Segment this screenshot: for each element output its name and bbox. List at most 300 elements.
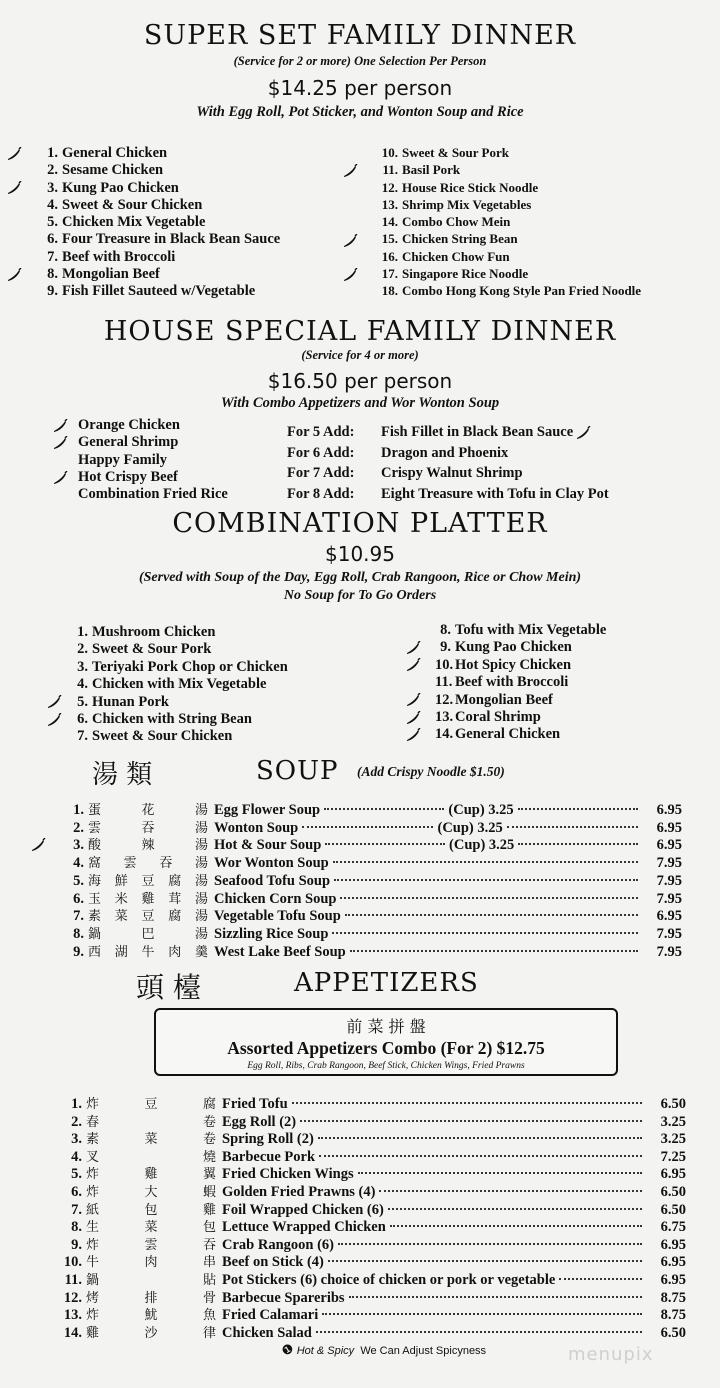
chinese-char: 腐 (202, 1097, 216, 1112)
dot-leader (388, 1208, 642, 1210)
chinese-char: 生 (86, 1220, 100, 1236)
house-special-add (287, 443, 609, 464)
footer-legend (278, 1340, 487, 1359)
item-number: 3. (73, 837, 84, 854)
menu-item (435, 692, 606, 709)
add-label: For 8 Add: (287, 485, 355, 502)
soup-title-cn: 湯 類 (92, 760, 153, 790)
item-name: Egg Flower Soup (214, 802, 321, 818)
menu-item (36, 283, 280, 300)
item-name: Chicken String Bean (402, 231, 518, 247)
item-name: General Chicken (62, 145, 168, 161)
super-set-price: $14.25 per person (267, 76, 453, 100)
item-chinese-name (88, 817, 214, 836)
chinese-char: 菜 (144, 1220, 158, 1236)
item-name: Vegetable Tofu Soup (214, 908, 341, 925)
menu-item (435, 726, 606, 743)
menu-item (435, 674, 606, 691)
chinese-char: 湯 (194, 873, 208, 889)
item-number: 1. (71, 1096, 82, 1112)
chinese-char: 湯 (194, 820, 208, 836)
chinese-char: 酸 (88, 838, 102, 854)
combination-left-list (72, 624, 288, 746)
hot-pepper-icon (342, 265, 358, 282)
item-name: Seafood Tofu Soup (214, 872, 331, 889)
item-number: 15. (381, 231, 398, 247)
item-number: 4. (71, 1148, 82, 1165)
item-name: Beef with Broccoli (455, 674, 569, 691)
chinese-char: 魚 (202, 1308, 216, 1324)
chinese-char: 包 (202, 1220, 216, 1236)
dot-leader (316, 1331, 642, 1333)
chinese-char: 炸 (86, 1097, 100, 1112)
item-number: 8. (73, 925, 84, 942)
item-name: Sweet & Sour Pork (402, 145, 510, 160)
item-name: Wor Wonton Soup (214, 855, 329, 872)
item-number: 6. (71, 1184, 82, 1200)
menu-item (435, 657, 606, 674)
dot-leader (358, 1172, 642, 1174)
item-chinese-name (86, 1199, 222, 1218)
item-name: Pot Stickers (6) choice of chicken or pork or vegetable (222, 1272, 556, 1288)
item-name: Coral Shrimp (455, 709, 541, 726)
item-price: 6.50 (660, 1324, 686, 1341)
item-price: 6.50 (660, 1184, 686, 1200)
chinese-char: 春 (86, 1114, 100, 1130)
house-special-item (78, 486, 228, 503)
menu-item (72, 624, 288, 641)
item-number: 11. (64, 1272, 82, 1288)
item-number: 13. (63, 1307, 82, 1324)
appetizer-row (54, 1146, 686, 1164)
chinese-char: 包 (144, 1202, 158, 1218)
chinese-char: 雲 (144, 1237, 158, 1253)
watermark: menupix (568, 1344, 654, 1365)
item-name: Shrimp Mix Vegetables (402, 196, 532, 212)
item-name: Orange Chicken (78, 417, 180, 433)
hot-pepper-icon (575, 424, 591, 440)
item-name: Combo Hong Kong Style Pan Fried Noodle (402, 283, 642, 299)
dot-leader (322, 1313, 642, 1315)
item-number: 4. (73, 855, 84, 872)
hot-pepper-icon (405, 639, 421, 656)
item-number: 14. (381, 214, 398, 230)
item-number: 4. (47, 196, 58, 213)
dot-leader (334, 879, 638, 881)
chinese-char: 紙 (86, 1202, 100, 1218)
chinese-char: 豆 (141, 873, 155, 889)
soup-row (60, 870, 682, 888)
chinese-char: 素 (86, 1132, 100, 1148)
chinese-char: 骨 (202, 1290, 216, 1306)
item-number: 10. (63, 1254, 82, 1271)
add-name: Dragon and Phoenix (381, 444, 509, 461)
item-chinese-name (88, 834, 214, 853)
item-number: 11. (435, 674, 453, 691)
item-chinese-name (86, 1216, 222, 1235)
item-number: 6. (47, 231, 58, 248)
house-special-add (287, 463, 609, 484)
item-number: 10. (435, 656, 454, 673)
menu-item (72, 728, 288, 745)
cup-price: (Cup) 3.25 (449, 837, 515, 854)
item-name: Four Treasure in Black Bean Sauce (62, 231, 281, 248)
item-number: 12. (63, 1289, 82, 1306)
soup-row (60, 888, 682, 906)
item-name: General Chicken (455, 726, 561, 743)
item-number: 6. (73, 890, 84, 907)
item-number: 3. (77, 658, 88, 675)
menu-item (72, 711, 288, 728)
house-special-item (78, 434, 228, 451)
dot-leader (518, 808, 638, 810)
soup-row (60, 852, 682, 870)
chinese-char: 海 (88, 873, 102, 889)
item-chinese-name (88, 852, 214, 871)
item-number: 7. (73, 908, 84, 925)
appetizer-combo-box (154, 1008, 618, 1076)
item-name: Combo Chow Mein (402, 214, 511, 230)
chinese-char: 巴 (141, 926, 155, 942)
house-special-note: (Service for 4 or more) (301, 348, 419, 362)
item-name: Chicken Mix Vegetable (62, 214, 206, 231)
combination-served: (Served with Soup of the Day, Egg Roll, Crab Rangoon, Rice or Chow Mein) (138, 570, 582, 585)
chinese-char: 湖 (114, 944, 128, 960)
appetizers-title: APPETIZERS (294, 968, 479, 998)
item-number: 8. (440, 622, 451, 638)
dot-leader (302, 826, 433, 828)
appetizer-row (54, 1322, 686, 1340)
hot-pepper-icon (30, 836, 46, 853)
combination-note: No Soup for To Go Orders (283, 588, 437, 603)
add-name: Eight Treasure with Tofu in Clay Pot (381, 485, 609, 502)
menu-item (36, 249, 280, 266)
chinese-char: 蛋 (88, 803, 102, 818)
menu-item (435, 709, 606, 726)
item-price: 8.75 (660, 1289, 686, 1306)
item-name: Mongolian Beef (455, 691, 553, 708)
item-price: 6.95 (660, 1254, 686, 1271)
dot-leader (350, 950, 638, 952)
menu-item (376, 196, 641, 213)
cup-price: (Cup) 3.25 (437, 819, 503, 836)
chinese-char: 玉 (88, 891, 102, 907)
item-number: 4. (77, 676, 88, 693)
item-name: Egg Roll (2) (222, 1113, 297, 1130)
hot-pepper-icon (405, 726, 421, 743)
chinese-char: 雲 (88, 820, 102, 836)
item-name: Sesame Chicken (62, 162, 164, 179)
chinese-char: 湯 (194, 909, 208, 925)
item-name: Hot Crispy Beef (78, 468, 178, 485)
item-number: 9. (71, 1236, 82, 1253)
item-name: Combination Fried Rice (78, 486, 228, 503)
hot-pepper-icon (6, 145, 22, 162)
item-price: 7.95 (656, 872, 682, 889)
item-price: 6.95 (660, 1166, 686, 1183)
hot-pepper-icon (52, 417, 68, 434)
house-special-add (287, 484, 609, 505)
menu-item (376, 144, 641, 161)
chinese-char: 炸 (86, 1167, 100, 1183)
item-number: 1. (73, 802, 84, 818)
item-number: 7. (47, 248, 58, 265)
item-number: 11. (382, 162, 398, 178)
item-chinese-name (86, 1304, 222, 1323)
item-price: 7.95 (656, 925, 682, 942)
item-name: Beef on Stick (4) (222, 1254, 324, 1271)
item-name: Spring Roll (2) (222, 1131, 314, 1148)
dot-leader (300, 1120, 642, 1122)
chinese-char: 窩 (88, 856, 102, 872)
menu-item (72, 676, 288, 693)
chinese-char: 炸 (86, 1308, 100, 1324)
chinese-char: 叉 (86, 1149, 100, 1165)
menu-item (36, 214, 280, 231)
soup-title: SOUP (256, 756, 339, 786)
item-name: Chicken Chow Fun (402, 248, 510, 264)
item-number: 2. (77, 641, 88, 658)
dot-leader (333, 861, 638, 863)
chinese-char: 鍋 (86, 1273, 100, 1288)
soup-row (60, 834, 682, 852)
menu-item (72, 659, 288, 676)
combination-price: $10.95 (325, 542, 395, 566)
chinese-char: 米 (114, 891, 128, 907)
menu-item (435, 622, 606, 639)
menu-item (376, 265, 641, 282)
chinese-char: 雞 (141, 891, 155, 907)
chinese-char: 雞 (144, 1167, 158, 1183)
chinese-char: 辣 (141, 838, 155, 854)
chinese-char: 牛 (86, 1255, 100, 1271)
dot-leader (318, 1137, 642, 1139)
item-price: 6.95 (656, 908, 682, 925)
item-name: Barbecue Pork (222, 1148, 316, 1165)
item-price: 3.25 (660, 1113, 686, 1130)
chinese-char: 蝦 (202, 1185, 216, 1200)
item-name: Hunan Pork (92, 693, 169, 710)
house-special-includes: With Combo Appetizers and Wor Wonton Soup (220, 395, 500, 411)
dot-leader (338, 1243, 642, 1245)
add-label: For 5 Add: (287, 424, 355, 440)
appetizer-row (54, 1163, 686, 1181)
item-chinese-name (86, 1181, 222, 1200)
item-number: 8. (71, 1219, 82, 1236)
item-chinese-name (86, 1251, 222, 1270)
item-number: 13. (435, 709, 454, 726)
dot-leader (325, 843, 445, 845)
hot-pepper-icon (405, 709, 421, 726)
item-name: General Shrimp (78, 434, 179, 451)
item-name: Sweet & Sour Chicken (92, 728, 233, 745)
item-name: Kung Pao Chicken (62, 179, 179, 196)
hot-pepper-icon (52, 434, 68, 451)
hot-pepper-icon (6, 266, 22, 283)
menu-item (36, 162, 280, 179)
item-chinese-name (86, 1093, 222, 1112)
dot-leader (328, 1260, 642, 1262)
dot-leader (518, 843, 638, 845)
item-chinese-name (86, 1128, 222, 1147)
appetizer-row (54, 1111, 686, 1129)
item-chinese-name (88, 923, 214, 942)
menu-item (376, 248, 641, 265)
item-price: 6.95 (660, 1236, 686, 1253)
super-set-left-list (36, 145, 280, 301)
item-name: Beef with Broccoli (62, 248, 176, 265)
chinese-char: 素 (88, 909, 102, 925)
item-price: 6.50 (660, 1096, 686, 1112)
item-chinese-name (88, 941, 214, 960)
menu-item (376, 282, 641, 299)
hot-pepper-icon (46, 711, 62, 728)
chinese-char: 烤 (86, 1290, 100, 1306)
menu-item (376, 161, 641, 178)
item-chinese-name (88, 870, 214, 889)
house-special-adds-list (287, 422, 609, 504)
item-name: Barbecue Spareribs (222, 1289, 345, 1306)
chinese-char: 炸 (86, 1185, 100, 1200)
item-chinese-name (86, 1146, 222, 1165)
chinese-char: 湯 (194, 803, 208, 818)
item-number: 2. (71, 1113, 82, 1130)
appetizer-combo-note: Egg Roll, Ribs, Crab Rangoon, Beef Stick, Chicken Wings, Fried Prawns (247, 1061, 525, 1071)
hot-spicy-label: Hot & Spicy (296, 1345, 355, 1357)
chinese-char: 炸 (86, 1237, 100, 1253)
chinese-char: 豆 (141, 909, 155, 925)
dot-leader (324, 808, 444, 810)
chinese-char: 羹 (194, 944, 208, 960)
chinese-char: 卷 (202, 1114, 216, 1130)
chinese-char: 吞 (202, 1237, 216, 1253)
item-name: West Lake Beef Soup (214, 943, 346, 960)
chinese-char: 肉 (168, 944, 182, 960)
dot-leader (319, 1155, 642, 1157)
item-number: 8. (47, 266, 58, 283)
house-special-item (78, 417, 228, 434)
dot-leader (340, 897, 638, 899)
hot-pepper-icon (405, 657, 421, 674)
house-special-price: $16.50 per person (267, 369, 453, 393)
chinese-char: 牛 (141, 944, 155, 960)
item-name: Lettuce Wrapped Chicken (222, 1219, 386, 1236)
combination-title: COMBINATION PLATTER (172, 508, 548, 539)
item-number: 5. (73, 872, 84, 889)
super-set-title: SUPER SET FAMILY DINNER (143, 20, 577, 51)
chinese-char: 肉 (144, 1255, 158, 1271)
item-price: 6.95 (656, 819, 682, 836)
house-special-item (78, 452, 228, 469)
chinese-char: 腐 (168, 873, 182, 889)
chinese-char: 豆 (144, 1097, 158, 1112)
item-price: 6.95 (656, 837, 683, 854)
appetizer-row (54, 1128, 686, 1146)
item-price: 7.95 (656, 890, 682, 907)
appetizer-row (54, 1181, 686, 1199)
house-special-left-list (78, 417, 228, 503)
super-set-includes: With Egg Roll, Pot Sticker, and Wonton Soup and Rice (196, 104, 524, 120)
item-number: 14. (63, 1324, 82, 1341)
item-number: 12. (435, 691, 454, 708)
item-price: 6.95 (660, 1272, 686, 1288)
item-number: 2. (47, 162, 58, 179)
appetizer-row (54, 1199, 686, 1217)
item-number: 1. (77, 624, 88, 640)
dot-leader (390, 1225, 642, 1227)
item-name: House Rice Stick Noodle (402, 179, 539, 195)
chinese-char: 貼 (202, 1273, 216, 1288)
item-name: Hot & Sour Soup (214, 837, 322, 854)
chinese-char: 魷 (144, 1308, 158, 1324)
add-label: For 6 Add: (287, 444, 355, 461)
item-chinese-name (86, 1287, 222, 1306)
item-price: 8.75 (660, 1307, 686, 1324)
item-number: 9. (440, 639, 451, 656)
menu-item (36, 197, 280, 214)
item-name: Chicken with Mix Vegetable (92, 676, 267, 693)
chinese-char: 吞 (159, 856, 173, 872)
item-price: 6.95 (656, 802, 683, 818)
item-chinese-name (86, 1111, 222, 1130)
menu-item (376, 179, 641, 196)
house-special-item (78, 469, 228, 486)
item-name: Fried Calamari (222, 1307, 319, 1324)
combination-right-list (435, 622, 606, 744)
item-name: Chicken Corn Soup (214, 890, 337, 907)
chinese-char: 排 (144, 1290, 158, 1306)
item-number: 3. (71, 1131, 82, 1148)
item-number: 3. (47, 179, 58, 196)
item-number: 7. (77, 728, 88, 745)
hot-pepper-icon (46, 694, 62, 711)
hot-pepper-icon (6, 180, 22, 197)
item-chinese-name (86, 1234, 222, 1253)
item-name: Singapore Rice Noodle (402, 266, 529, 282)
chinese-char: 沙 (144, 1325, 158, 1341)
chinese-char: 串 (202, 1255, 216, 1271)
item-chinese-name (86, 1322, 222, 1341)
adjust-note: We Can Adjust Spicyness (360, 1345, 487, 1357)
dot-leader (379, 1190, 642, 1192)
chinese-char: 卷 (202, 1132, 216, 1148)
menu-item (435, 639, 606, 656)
appetizer-row (54, 1287, 686, 1305)
item-name: Hot Spicy Chicken (455, 656, 572, 673)
chinese-char: 吞 (141, 820, 155, 836)
soup-row (60, 905, 682, 923)
chinese-char: 雞 (86, 1325, 100, 1341)
item-number: 16. (381, 248, 398, 264)
hot-pepper-icon (342, 161, 358, 178)
chinese-char: 湯 (194, 926, 208, 942)
item-number: 12. (381, 179, 398, 195)
item-name: Chicken Salad (222, 1324, 312, 1341)
chinese-char: 大 (144, 1185, 158, 1200)
item-name: Tofu with Mix Vegetable (455, 622, 607, 638)
chinese-char: 雲 (123, 856, 137, 872)
item-number: 9. (73, 943, 84, 960)
item-number: 5. (47, 214, 58, 231)
item-number: 7. (71, 1201, 82, 1218)
chinese-char: 菜 (144, 1132, 158, 1148)
menu-item (72, 641, 288, 658)
chinese-char: 律 (202, 1325, 216, 1341)
item-number: 10. (381, 145, 398, 160)
add-name: Fish Fillet in Black Bean Sauce (381, 424, 574, 440)
item-name: Basil Pork (402, 162, 461, 178)
menu-item (36, 180, 280, 197)
